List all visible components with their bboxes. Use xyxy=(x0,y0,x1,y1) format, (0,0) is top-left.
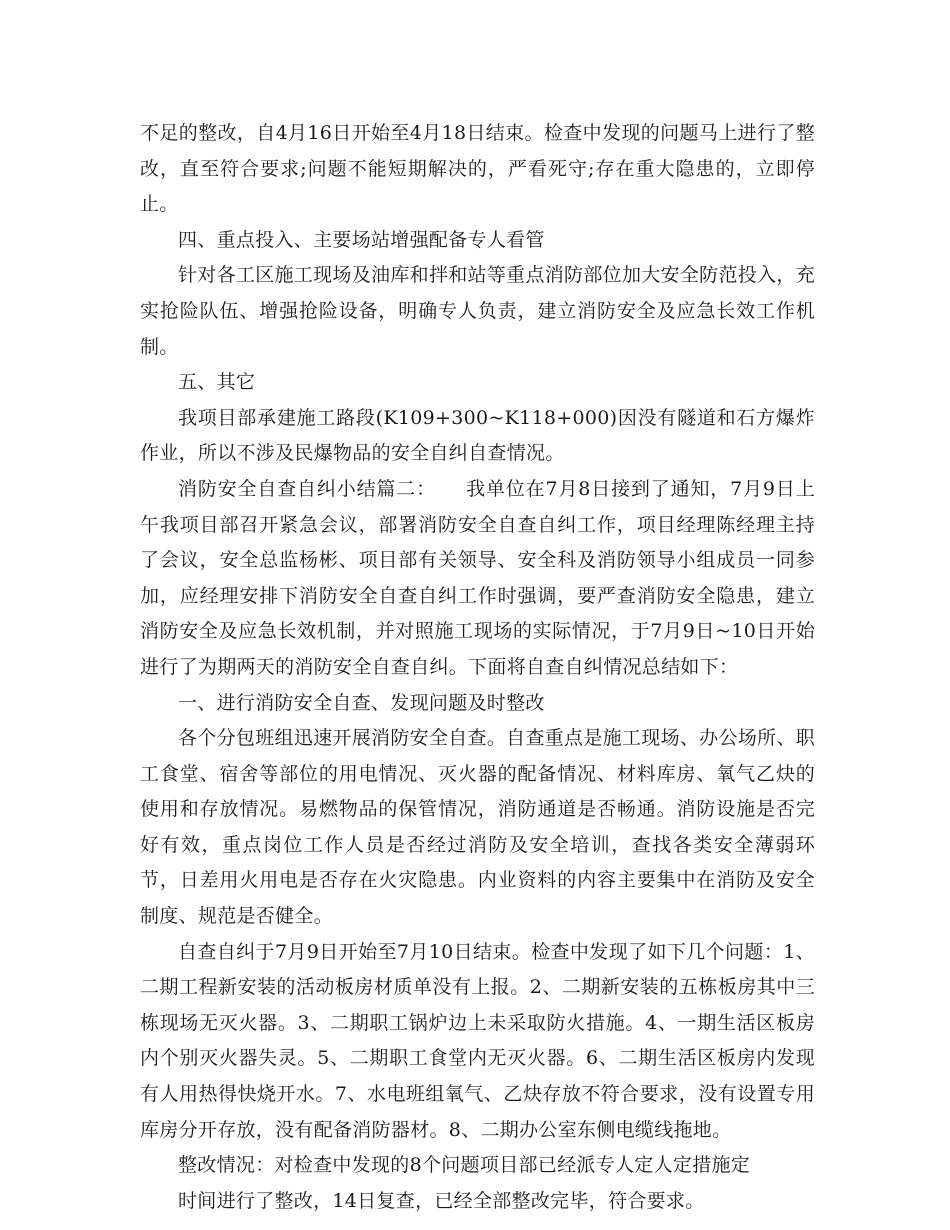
paragraph-continued: 不足的整改，自4月16日开始至4月18日结束。检查中发现的问题马上进行了整改，直至符合要求;问题不能短期解决的，严看死守;存在重大隐患的，立即停止。 xyxy=(140,122,815,216)
paragraph: 消防安全自查自纠小结篇二： 我单位在7月8日接到了通知，7月9日上午我项目部召开紧急会议，部署消防安全自查自纠工作，项目经理陈经理主持了会议，安全总监杨彬、项目部有关领导、安全科及消防领导小组成员一同参加，应经理安排下消防安全自查自纠工作时强调，要严查消防安全隐患，建立消防安全及应急长效机制，并对照施工现场的实际情况，于7月9日~10日开始进行了为期两天的消防安全自查自纠。下面将自查自纠情况总结如下： xyxy=(140,477,815,678)
document-body xyxy=(140,116,815,1219)
section-heading-five: 五、其它 xyxy=(178,371,256,394)
paragraph: 我项目部承建施工路段(K109+300~K118+000)因没有隧道和石方爆炸作业，所以不涉及民爆物品的安全自纠自查情况。 xyxy=(140,406,815,465)
paragraph: 各个分包班组迅速开展消防安全自查。自查重点是施工现场、办公场所、职工食堂、宿舍等部位的用电情况、灭火器的配备情况、材料库房、氧气乙炔的使用和存放情况。易燃物品的保管情况，消防通道是否畅通。消防设施是否完好有效，重点岗位工作人员是否经过消防及安全培训，查找各类安全薄弱环节，日差用火用电是否存在火灾隐患。内业资料的内容主要集中在消防及安全制度、规范是否健全。 xyxy=(140,727,815,928)
paragraph: 时间进行了整改，14日复查，已经全部整改完毕，符合要求。 xyxy=(178,1189,705,1212)
paragraph: 自查自纠于7月9日开始至7月10日结束。检查中发现了如下几个问题：1、二期工程新安装的活动板房材质单没有上报。2、二期新安装的五栋板房其中三栋现场无灭火器。3、二期职工锅炉边上未采取防火措施。4、一期生活区板房内个别灭火器失灵。5、二期职工食堂内无灭火器。6、二期生活区板房内发现有人用热得快烧开水。7、水电班组氧气、乙炔存放不符合要求，没有设置专用库房分开存放，没有配备消防器材。8、二期办公室东侧电缆线拖地。 xyxy=(140,940,815,1141)
section-heading-four: 四、重点投入、主要场站增强配备专人看管 xyxy=(178,228,545,251)
paragraph: 针对各工区施工现场及油库和拌和站等重点消防部位加大安全防范投入，充实抢险队伍、增强抢险设备，明确专人负责，建立消防安全及应急长效工作机制。 xyxy=(140,264,815,358)
section-heading-one: 一、进行消防安全自查、发现问题及时整改 xyxy=(178,691,545,714)
paragraph: 整改情况：对检查中发现的8个问题项目部已经派专人定人定措施定 xyxy=(178,1154,751,1177)
